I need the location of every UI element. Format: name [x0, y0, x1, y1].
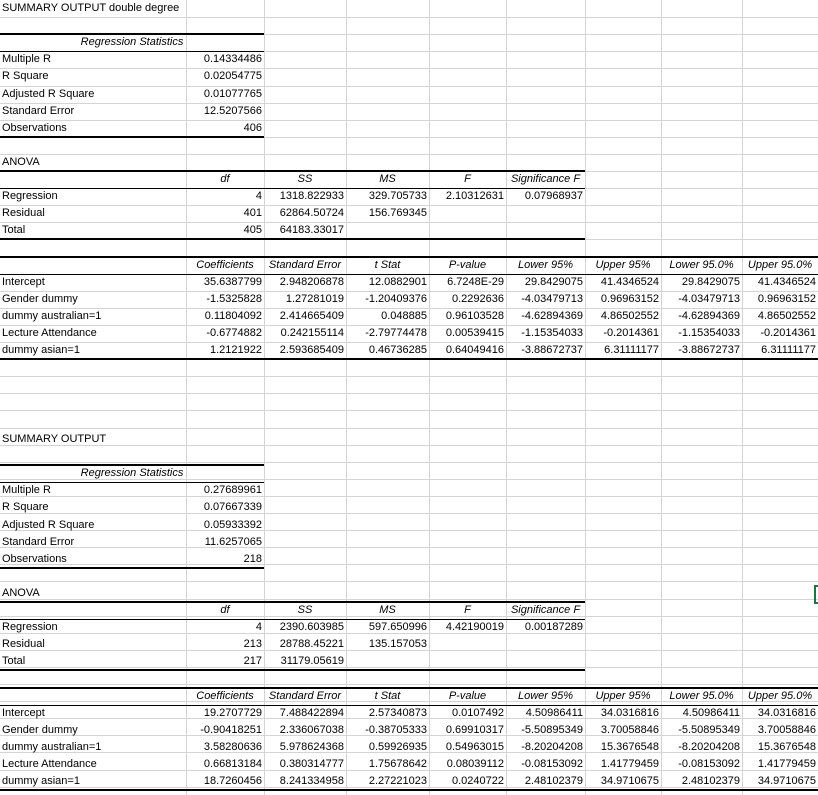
regression-stat-value[interactable]: 0.05933392 — [203, 519, 262, 531]
coefficient-cell[interactable]: 0.96963152 — [600, 293, 659, 305]
coefficient-cell[interactable]: 29.8429075 — [524, 276, 583, 288]
regression-stat-label[interactable]: Standard Error — [2, 105, 75, 117]
coefficient-cell[interactable]: 0.96103528 — [445, 310, 504, 322]
coefficient-cell[interactable]: -2.79774478 — [365, 327, 427, 339]
coefficient-cell[interactable]: 0.242155114 — [280, 327, 344, 339]
coefficient-cell[interactable]: 6.7248E-29 — [447, 276, 504, 288]
anova-row-label[interactable]: Regression — [2, 621, 58, 633]
gridline-horizontal — [0, 462, 818, 463]
coefficients-header[interactable]: Coefficients — [196, 690, 254, 702]
regression-stat-label[interactable]: Adjusted R Square — [2, 519, 95, 531]
coefficient-cell[interactable]: 0.46736285 — [368, 344, 427, 356]
coefficient-cell[interactable]: -0.6774882 — [206, 327, 262, 339]
anova-cell[interactable]: 0.00187289 — [524, 621, 583, 633]
anova-header[interactable]: SS — [297, 173, 313, 185]
regression-stat-label[interactable]: Observations — [2, 553, 67, 565]
coefficient-cell[interactable]: 1.75678642 — [368, 758, 427, 770]
coefficient-cell[interactable]: 15.3676548 — [757, 741, 816, 753]
regression-stats-bottom-rule — [0, 567, 264, 569]
regression-stat-label[interactable]: R Square — [2, 70, 49, 82]
coefficient-cell[interactable]: -0.38705333 — [365, 724, 427, 736]
coefficient-cell[interactable]: 2.336067038 — [279, 724, 344, 736]
anova-cell[interactable]: 4.42190019 — [445, 621, 504, 633]
coefficients-header[interactable]: Lower 95% — [517, 259, 574, 271]
coefficient-cell[interactable]: 34.0316816 — [757, 707, 816, 719]
coefficients-header[interactable]: Upper 95% — [595, 259, 651, 271]
anova-row-label[interactable]: Regression — [2, 190, 58, 202]
regression-stat-label[interactable]: Multiple R — [2, 53, 51, 65]
coefficient-cell[interactable]: 1.27281019 — [285, 293, 344, 305]
coefficient-cell[interactable]: -1.20409376 — [365, 293, 427, 305]
gridline-horizontal — [0, 428, 818, 429]
coefficient-cell[interactable]: 18.7260456 — [203, 775, 262, 787]
coefficient-cell[interactable]: 4.86502552 — [600, 310, 659, 322]
coefficient-cell[interactable]: -4.03479713 — [521, 293, 583, 305]
coefficient-cell[interactable]: -8.20204208 — [678, 741, 740, 753]
coefficient-cell[interactable]: 6.31111177 — [604, 344, 659, 356]
anova-cell[interactable]: 0.07968937 — [524, 190, 583, 202]
coefficients-header[interactable]: Standard Error — [268, 259, 342, 271]
coefficient-cell[interactable]: -1.5325828 — [206, 293, 262, 305]
coefficient-cell[interactable]: 0.048885 — [381, 310, 427, 322]
coefficient-cell[interactable]: 34.9710675 — [757, 775, 816, 787]
anova-cell[interactable] — [506, 205, 585, 222]
coefficient-cell[interactable]: 2.27221023 — [368, 775, 427, 787]
gridline-horizontal — [0, 684, 818, 685]
coefficient-cell[interactable]: 34.9710675 — [600, 775, 659, 787]
regression-stat-value[interactable]: 0.27689961 — [203, 484, 262, 496]
coefficient-cell[interactable]: -0.90418251 — [200, 724, 262, 736]
coefficient-cell[interactable]: 4.50986411 — [525, 707, 583, 719]
anova-header[interactable]: F — [464, 604, 471, 616]
anova-header[interactable]: df — [220, 604, 230, 616]
coefficient-cell[interactable]: 35.6387799 — [203, 276, 262, 288]
coefficient-row-label[interactable]: dummy asian=1 — [2, 775, 80, 787]
coefficient-row-label[interactable]: Gender dummy — [2, 724, 78, 736]
coefficient-cell[interactable]: 4.50986411 — [682, 707, 740, 719]
anova-title[interactable]: ANOVA — [2, 156, 40, 168]
coefficient-cell[interactable]: -5.50895349 — [678, 724, 740, 736]
coefficients-header[interactable]: Lower 95.0% — [669, 259, 734, 271]
anova-cell[interactable] — [429, 636, 506, 653]
coefficient-cell[interactable]: 7.488422894 — [279, 707, 344, 719]
coefficient-cell[interactable]: -5.50895349 — [521, 724, 583, 736]
anova-cell[interactable] — [429, 205, 506, 222]
coefficient-cell[interactable]: 34.0316816 — [600, 707, 659, 719]
coefficient-cell[interactable]: 12.0882901 — [368, 276, 427, 288]
anova-row-label[interactable]: Residual — [2, 207, 45, 219]
anova-row-label[interactable]: Residual — [2, 638, 45, 650]
regression-stat-label[interactable]: Adjusted R Square — [2, 88, 95, 100]
anova-cell[interactable]: 4 — [255, 190, 262, 202]
coefficients-header[interactable]: P-value — [448, 690, 487, 702]
anova-header[interactable]: MS — [379, 604, 396, 616]
coefficients-header[interactable]: Coefficients — [196, 259, 254, 271]
coefficients-header[interactable]: Upper 95% — [595, 690, 651, 702]
coefficient-cell[interactable]: 3.58280636 — [203, 741, 262, 753]
regression-stat-value[interactable]: 11.6257065 — [204, 536, 262, 548]
coefficient-cell[interactable]: 2.48102379 — [681, 775, 740, 787]
anova-cell[interactable] — [506, 636, 585, 653]
anova-cell[interactable] — [346, 653, 429, 670]
coefficient-cell[interactable]: 2.48102379 — [524, 775, 583, 787]
coefficient-cell[interactable]: -0.2014361 — [603, 327, 659, 339]
coefficient-cell[interactable]: -0.08153092 — [678, 758, 740, 770]
coefficient-row-label[interactable]: dummy australian=1 — [2, 310, 102, 322]
anova-cell[interactable] — [429, 653, 506, 670]
anova-cell[interactable]: 62864.50724 — [279, 207, 344, 219]
anova-bottom-rule — [0, 669, 585, 671]
coefficient-cell[interactable]: 3.70058846 — [757, 724, 816, 736]
coefficient-cell[interactable]: 0.00539415 — [445, 327, 504, 339]
coefficients-header[interactable]: Lower 95.0% — [669, 690, 734, 702]
anova-header[interactable]: MS — [379, 173, 396, 185]
anova-cell[interactable] — [506, 222, 585, 239]
coefficient-cell[interactable]: 4.86502552 — [757, 310, 816, 322]
anova-cell[interactable]: 28788.45221 — [279, 638, 344, 650]
coefficient-cell[interactable]: 0.54963015 — [445, 741, 504, 753]
coefficient-cell[interactable]: 1.2121922 — [210, 344, 262, 356]
coefficients-header[interactable]: Standard Error — [268, 690, 342, 702]
coefficient-row-label[interactable]: Lecture Attendance — [2, 327, 97, 339]
regression-stats-header[interactable]: Regression Statistics — [80, 467, 184, 479]
coefficients-header[interactable]: P-value — [448, 259, 487, 271]
coefficient-cell[interactable]: -4.03479713 — [678, 293, 740, 305]
gridline-horizontal — [0, 17, 818, 18]
anova-cell[interactable]: 217 — [243, 655, 262, 667]
coefficient-cell[interactable]: 1.41779459 — [757, 758, 816, 770]
anova-cell[interactable] — [429, 222, 506, 239]
coefficient-cell[interactable]: -4.62894369 — [678, 310, 740, 322]
coefficient-cell[interactable]: 0.2292636 — [452, 293, 504, 305]
coefficient-cell[interactable]: 0.96963152 — [757, 293, 816, 305]
coefficient-cell[interactable]: 8.241334958 — [279, 775, 344, 787]
regression-stats-header[interactable]: Regression Statistics — [80, 36, 184, 48]
regression-stat-label[interactable]: R Square — [2, 501, 49, 513]
coefficient-cell[interactable]: -1.15354033 — [678, 327, 740, 339]
summary-output-title[interactable]: SUMMARY OUTPUT double degree — [2, 2, 180, 14]
gridline-horizontal — [0, 581, 818, 582]
coefficient-cell[interactable]: 6.31111177 — [761, 344, 816, 356]
coefficient-cell[interactable]: 19.2707729 — [203, 707, 262, 719]
coefficient-cell[interactable]: 15.3676548 — [600, 741, 659, 753]
anova-cell[interactable]: 1318.822933 — [279, 190, 344, 202]
anova-cell[interactable]: 2.10312631 — [445, 190, 504, 202]
summary-output-title[interactable]: SUMMARY OUTPUT — [2, 433, 107, 445]
anova-cell[interactable]: 329.705733 — [368, 190, 427, 202]
coefficient-cell[interactable]: 0.59926935 — [368, 741, 427, 753]
regression-stat-value[interactable]: 0.01077765 — [203, 88, 262, 100]
coefficient-cell[interactable]: 0.0107492 — [452, 707, 504, 719]
coefficient-cell[interactable]: 2.593685409 — [279, 344, 344, 356]
coefficient-cell[interactable]: 0.0240722 — [452, 775, 504, 787]
anova-cell[interactable]: 597.650996 — [368, 621, 427, 633]
regression-stat-value[interactable]: 0.07667339 — [203, 501, 262, 513]
coefficient-cell[interactable]: -0.08153092 — [521, 758, 583, 770]
coefficients-header[interactable]: Lower 95% — [517, 690, 574, 702]
gridline-horizontal — [0, 393, 818, 394]
anova-row-label[interactable]: Total — [2, 224, 26, 236]
regression-stat-value[interactable]: 12.5207566 — [203, 105, 262, 117]
coefficient-cell[interactable]: -3.88672737 — [678, 344, 740, 356]
coefficient-row-label[interactable]: Intercept — [2, 707, 45, 719]
coefficients-header[interactable]: Upper 95.0% — [747, 690, 813, 702]
gridline-horizontal — [0, 376, 818, 377]
coefficient-cell[interactable]: 2.414665409 — [279, 310, 344, 322]
coefficients-header[interactable]: Upper 95.0% — [747, 259, 813, 271]
coefficients-bottom-rule — [0, 789, 818, 791]
coefficient-row-label[interactable]: Intercept — [2, 276, 45, 288]
coefficient-cell[interactable]: 2.57340873 — [368, 707, 427, 719]
coefficient-cell[interactable]: -1.15354033 — [521, 327, 583, 339]
anova-cell[interactable]: 401 — [243, 207, 262, 219]
coefficient-cell[interactable]: 2.948206878 — [279, 276, 344, 288]
anova-cell[interactable]: 213 — [243, 638, 262, 650]
anova-cell[interactable]: 64183.33017 — [279, 224, 344, 236]
coefficient-cell[interactable]: 0.380314777 — [279, 758, 344, 770]
anova-title[interactable]: ANOVA — [2, 587, 40, 599]
anova-header[interactable]: df — [220, 173, 230, 185]
coefficients-header[interactable]: t Stat — [374, 690, 401, 702]
regression-stat-value[interactable]: 406 — [243, 122, 262, 134]
coefficient-row-label[interactable]: Gender dummy — [2, 293, 78, 305]
anova-header[interactable]: Significance F — [510, 173, 581, 185]
anova-header[interactable]: Significance F — [510, 604, 581, 616]
coefficient-cell[interactable]: -4.62894369 — [521, 310, 583, 322]
anova-cell[interactable]: 2390.603985 — [279, 621, 344, 633]
anova-cell[interactable]: 405 — [243, 224, 262, 236]
coefficient-cell[interactable]: 41.4346524 — [600, 276, 659, 288]
regression-stat-value[interactable]: 218 — [243, 553, 262, 565]
anova-row-label[interactable]: Total — [2, 655, 26, 667]
anova-cell[interactable]: 156.769345 — [368, 207, 427, 219]
coefficient-cell[interactable]: 41.4346524 — [757, 276, 816, 288]
anova-header[interactable]: SS — [297, 604, 313, 616]
coefficient-cell[interactable]: 5.978624368 — [279, 741, 344, 753]
coefficient-cell[interactable]: -0.2014361 — [760, 327, 816, 339]
coefficient-row-label[interactable]: dummy asian=1 — [2, 344, 80, 356]
regression-stat-value[interactable]: 0.02054775 — [203, 70, 262, 82]
regression-stat-label[interactable]: Observations — [2, 122, 67, 134]
coefficient-row-label[interactable]: Lecture Attendance — [2, 758, 97, 770]
coefficient-cell[interactable]: 0.11804092 — [204, 310, 262, 322]
anova-cell[interactable] — [346, 222, 429, 239]
regression-stat-value[interactable]: 0.14334486 — [203, 53, 262, 65]
anova-cell[interactable]: 4 — [255, 621, 262, 633]
regression-stat-label[interactable]: Multiple R — [2, 484, 51, 496]
anova-cell[interactable]: 31179.05619 — [280, 655, 344, 667]
coefficients-bottom-rule — [0, 358, 818, 360]
anova-cell[interactable]: 135.157053 — [368, 638, 427, 650]
regression-stat-label[interactable]: Standard Error — [2, 536, 75, 548]
coefficient-cell[interactable]: 0.69910317 — [445, 724, 504, 736]
coefficient-cell[interactable]: 1.41779459 — [600, 758, 659, 770]
coefficient-cell[interactable]: 0.66813184 — [203, 758, 262, 770]
coefficient-cell[interactable]: 3.70058846 — [600, 724, 659, 736]
anova-header[interactable]: F — [464, 173, 471, 185]
gridline-horizontal — [0, 410, 818, 411]
anova-bottom-rule — [0, 238, 585, 240]
coefficient-cell[interactable]: 0.08039112 — [446, 758, 504, 770]
coefficient-row-label[interactable]: dummy australian=1 — [2, 741, 102, 753]
coefficient-cell[interactable]: -3.88672737 — [521, 344, 583, 356]
coefficient-cell[interactable]: 0.64049416 — [445, 344, 504, 356]
regression-stats-bottom-rule — [0, 136, 264, 138]
coefficient-cell[interactable]: -8.20204208 — [521, 741, 583, 753]
coefficients-header[interactable]: t Stat — [374, 259, 401, 271]
anova-cell[interactable] — [506, 653, 585, 670]
active-cell-selection[interactable] — [814, 585, 818, 604]
coefficient-cell[interactable]: 29.8429075 — [681, 276, 740, 288]
